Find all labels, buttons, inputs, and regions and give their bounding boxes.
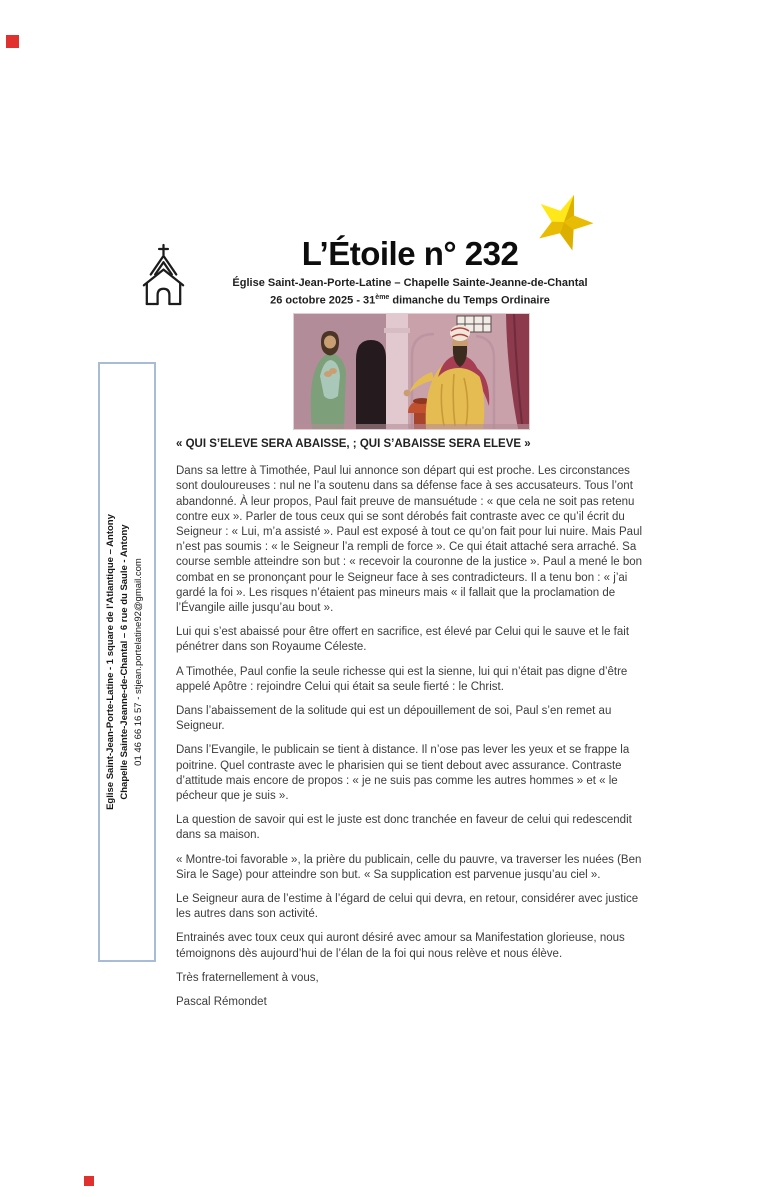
star-icon — [533, 190, 595, 254]
pharisee-publican-painting — [293, 313, 530, 430]
article-body — [176, 437, 648, 1019]
article-paragraph: La question de savoir qui est le juste est donc tranchée en faveur de celui qui redescendit dans sa maison. — [176, 814, 632, 842]
article-signature: Pascal Rémondet — [176, 996, 267, 1009]
red-corner-mark-bottom — [84, 1176, 94, 1186]
address-sidebar — [98, 362, 156, 962]
article-paragraph: Dans l’Evangile, le publicain se tient à distance. Il n’ose pas lever les yeux et se frappe la poitrine. Quel contraste avec le pharisien qui se tient debout avec assurance. Contraste d’attitude mais encore de propos : « je ne suis pas comme les autres hommes » et « le pécheur que je suis ». — [176, 744, 630, 803]
page-title: L’Étoile n° 232 — [301, 235, 519, 272]
sidebar-line-chapel-address: Chapelle Sainte-Jeanne-de-Chantal – 6 rue du Saule - Antony — [119, 524, 130, 800]
article-paragraph: Le Seigneur aura de l’estime à l’égard de celui qui devra, en retour, considérer avec justice les autres dans son activité. — [176, 893, 639, 921]
article-paragraph: Dans sa lettre à Timothée, Paul lui annonce son départ qui est proche. Les circonstances sont douloureuses : nul ne l’a soutenu dans sa défense face à ses accusateurs. Tous l’ont abandonné. À leur propos, Paul fait preuve de mansuétude : « que cela ne soit pas retenu contre eux ». Parler de tous ceux qui se sont dérobés fait contraste avec ce qu’il écrit du Seigneur : « Lui, m’a assisté ». Paul est exposé à tout ce qu’on fait pour lui nuire. Mais Paul n’est pas soumis : « le Seigneur l’a rempli de force ». Ce qui était attaché sera arraché. Sa course semble atteindre son but : « recevoir la couronne de la justice ». Paul a mené le bon combat en se prononçant pour le Seigneur face à ses contradicteurs. Il a tenu bon : « j’ai gardé la foi ». Les risques n’étaient pas mineurs mais « il fallait que la proclamation de l’Évangile aille jusqu’au bout ». — [176, 465, 643, 615]
masthead-subtitle — [176, 277, 644, 308]
article-paragraph: « Montre-toi favorable », la prière du publicain, celle du pauvre, va traverser les nuées (Ben Sira le Sage) pour atteindre son but. « Sa supplication est parvenue jusqu’au ciel ». — [176, 853, 642, 881]
address-sidebar-text — [104, 366, 150, 958]
sidebar-line-phone-email: 01 46 66 16 57 - stjean.portelatine92@gmail.com — [133, 558, 144, 766]
article-headline: « QUI S’ELEVE SERA ABAISSE, ; QUI S’ABAISSE SERA ELEVE » — [176, 438, 531, 450]
article-closing: Très fraternellement à vous, — [176, 971, 319, 984]
subtitle-line-date: 26 octobre 2025 - 31ème dimanche du Temps Ordinaire — [270, 293, 550, 307]
red-corner-mark-top — [6, 35, 19, 48]
article-paragraph: Dans l’abaissement de la solitude qui est un dépouillement de soi, Paul s’en remet au Seigneur. — [176, 705, 612, 733]
article-paragraph: Lui qui s’est abaissé pour être offert en sacrifice, est élevé par Celui qui le sauve et le fait pénétrer dans son Royaume Céleste. — [176, 626, 630, 654]
article-paragraph: Entrainés avec toux ceux qui auront désiré avec amour sa Manifestation glorieuse, nous témoignons dès aujourd’hui de l’élan de la foi qui nous relève et nous élève. — [176, 932, 625, 960]
article-paragraph: A Timothée, Paul confie la seule richesse qui est la sienne, lui qui n’était pas digne d’être appelé Apôtre : rejoindre Celui qui était sa seule fierté : le Christ. — [176, 665, 628, 693]
subtitle-line-parish: Église Saint-Jean-Porte-Latine – Chapelle Sainte-Jeanne-de-Chantal — [232, 277, 588, 289]
sidebar-line-church-address: Eglise Saint-Jean-Porte-Latine - 1 square de l’Atlantique – Antony — [105, 514, 116, 810]
